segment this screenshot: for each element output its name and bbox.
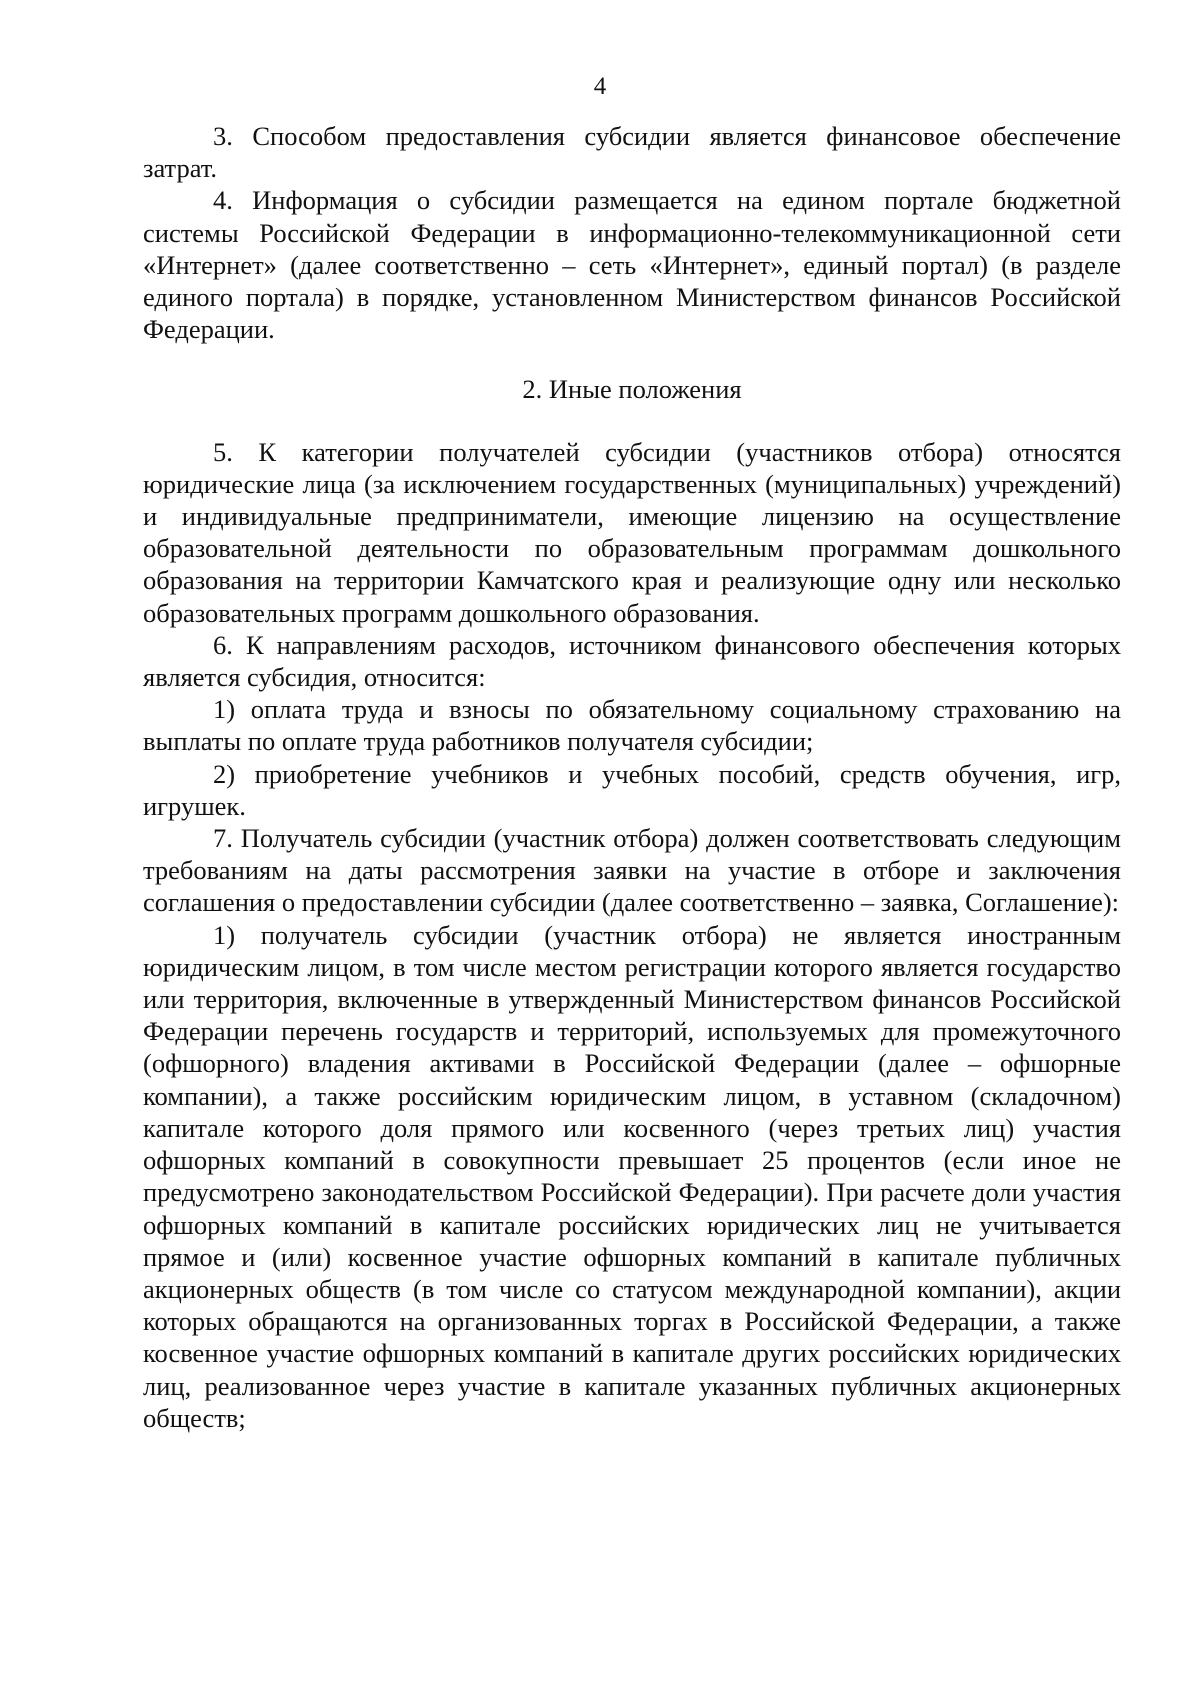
document-body — [143, 120, 1121, 1434]
page-number: 4 — [593, 73, 607, 100]
paragraph-4: 4. Информация о субсидии размещается на едином портале бюджетной системы Российской Федерации в информационно-телекоммуникационной сети «Интернет» (далее соответственно – сеть «Интернет», единый портал) (в разделе единого портала) в порядке, установленном Министерством финансов Российской Федерации. — [143, 185, 1121, 345]
paragraph-3: 3. Способом предоставления субсидии является финансовое обеспечение затрат. — [143, 121, 1121, 184]
paragraph-6-item-2: 2) приобретение учебников и учебных пособий, средств обучения, игр, игрушек. — [143, 758, 1121, 821]
section-heading: 2. Иные положения — [522, 374, 742, 405]
paragraph-6: 6. К направлениям расходов, источником финансового обеспечения которых является субсидия, относится: — [143, 629, 1121, 693]
paragraph-7-item-1: 1) получатель субсидии (участник отбора) не является иностранным юридическим лицом, в том числе местом регистрации которого является государство или территория, включенные в утвержденный Министерством финансов Российской Федерации перечень государств и территорий, используемых для промежуточного (офшорного) владения активами в Российской Федерации (далее – офшорные компании), а также российским юридическим лицом, в уставном (складочном) капитале которого доля прямого или косвенного (через третьих лиц) участия офшорных компаний в совокупности превышает 25 процентов (если иное не предусмотрено законодательством Российской Федерации). При расчете доли участия офшорных компаний в капитале российских юридических лиц не учитывается прямое и (или) косвенное участие офшорных компаний в капитале публичных акционерных обществ (в том числе со статусом международной компании), акции которых обращаются на организованных торгах в Российской Федерации, а также косвенное участие офшорных компаний в капитале других российских юридических лиц, реализованное через участие в капитале указанных публичных акционерных обществ; — [143, 919, 1121, 1433]
paragraph-5: 5. К категории получателей субсидии (участников отбора) относятся юридические лица (за исключением государственных (муниципальных) учреждений) и индивидуальные предприниматели, имеющие лицензию на осуществление образовательной деятельности по образовательным программам дошкольного образования на территории Камчатского края и реализующие одну или несколько образовательных программ дошкольного образования. — [143, 436, 1121, 628]
paragraph-7: 7. Получатель субсидии (участник отбора) должен соответствовать следующим требованиям на даты рассмотрения заявки на участие в отборе и заключения соглашения о предоставлении субсидии (далее соответственно – заявка, Соглашение): — [143, 823, 1121, 918]
paragraph-6-item-1: 1) оплата труда и взносы по обязательному социальному страхованию на выплаты по оплате труда работников получателя субсидии; — [143, 694, 1121, 757]
